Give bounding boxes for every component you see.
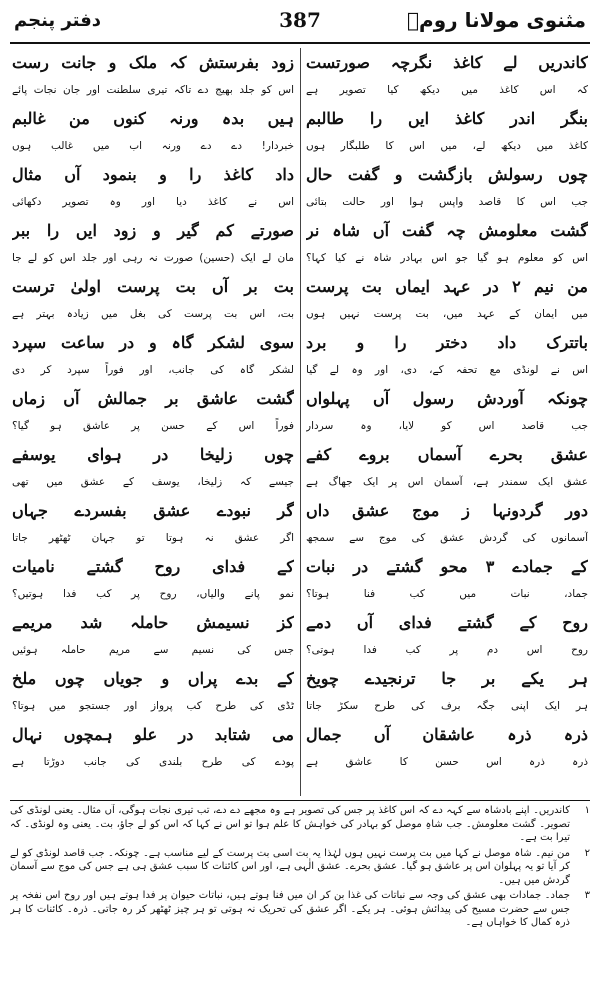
translation-line: اگر عشق نہ ہوتا تو جہان ٹھٹھر جاتا	[12, 531, 294, 544]
verse-line: باتترک داد دختر را و برد	[306, 332, 588, 352]
verse-line: عشق بحرے آسماں بروے کفے	[306, 444, 588, 464]
right-verse-column	[306, 48, 588, 796]
translation-line: اس نے کاغذ دیا اور وہ تصویر دکھائی	[12, 195, 294, 208]
verse-line: صورتے کم گیر و زود ایں را ببر	[12, 220, 294, 240]
verse-line: چونکہ آوردش رسول آں پہلواں	[306, 388, 588, 408]
translation-line: جس کی نسیم سے مریم حاملہ ہوئیں	[12, 643, 294, 656]
column-divider	[300, 48, 301, 796]
verse-line: ہر یکے بر جا ترنجیدے چویخ	[306, 668, 588, 688]
page-number: 387	[279, 8, 321, 32]
footnote-rule	[10, 800, 590, 801]
verse-line: داد کاغذ را و بنمود آں مثال	[12, 164, 294, 184]
verse-line: سوی لشکر گاہ و در ساعت سپرد	[12, 332, 294, 352]
translation-line: آسمانوں کی گردش عشق کی موج سے سمجھ	[306, 531, 588, 544]
left-verse-column	[12, 48, 294, 796]
translation-line: عشق ایک سمندر ہے، آسمان اس پر ایک جھاگ ہے	[306, 475, 588, 488]
translation-line: خبردار! دے دے ورنہ اب میں غالب ہوں	[12, 139, 294, 152]
verse-line: می شتابد در علو ہمچوں نہال	[12, 724, 294, 744]
translation-line: اس کو معلوم ہو گیا جو اس بہادر شاہ نے کیا کہا؟	[306, 251, 588, 264]
translation-line: جب قاصد اس کو لایا، وہ سردار	[306, 419, 588, 432]
book-title: مثنوی مولانا رومؒ	[407, 8, 586, 32]
translation-line: جیسے کہ زلیخا، یوسف کے عشق میں تھی	[12, 475, 294, 488]
footnote	[10, 889, 590, 930]
translation-line: اس نے لونڈی مع تحفہ کے، دی، اور وہ لے گیا	[306, 363, 588, 376]
translation-line: ہر ایک اپنی جگہ برف کی طرح سکڑ جاتا	[306, 699, 588, 712]
translation-line: کہ اس کاغذ میں دیکھ کیا تصویر ہے	[306, 83, 588, 96]
verse-line: روح کے گشتے فدای آں دمے	[306, 612, 588, 632]
footnote	[10, 847, 590, 888]
verse-line: کے فدای روح گشتے نامیات	[12, 556, 294, 576]
footnote-text: کاندریں۔ اپنے بادشاہ سے کہہ دے کہ اس کاغذ پر جس کی تصویر ہے وہ مجھے دے دے، تب تیری نجات ہوگی، آں مثال۔ یعنی لونڈی کی تصویر۔ گشت معلومش۔ جب شاہِ موصل کو بہادر کی خواہش کا علم ہوا تو اس نے کہا کہ اس کو لے جاؤ، بت۔ یعنی وہ لونڈی۔ کہ تیرا بت ہے۔	[10, 805, 570, 843]
footnotes-section	[10, 804, 590, 973]
translation-line: کاغذ میں دیکھ لے، میں اس کا طلبگار ہوں	[306, 139, 588, 152]
footnote-number: ۱	[584, 805, 590, 816]
verse-line: کز نسیمش حاملہ شد مریمے	[12, 612, 294, 632]
verse-line: دور گردونہا ز موج عشق داں	[306, 500, 588, 520]
translation-line: بت، اس بت پرست کی بغل میں زیادہ بہتر ہے	[12, 307, 294, 320]
verse-line: گشت عاشق بر جمالش آں زماں	[12, 388, 294, 408]
verse-line: زود بفرستش کہ ملک و جانت رست	[12, 52, 294, 72]
verse-line: گر نبودے عشق بفسردے جہاں	[12, 500, 294, 520]
translation-line: جب اس کا قاصد واپس ہوا اور حالت بتائی	[306, 195, 588, 208]
translation-line: جماد، نبات میں کب فنا ہوتا؟	[306, 587, 588, 600]
footnote-text: من نیم۔ شاہ موصل نے کہا میں بت پرست نہیں ہوں لہٰذا یہ بت اسی بت پرست کے لیے مناسب ہے۔ چونکہ۔ جب قاصد لونڈی کو لے کر آیا تو یہ پہلوان اس پر عاشق ہو گیا۔ عشق بحرے۔ عشق الٰہی ہے، اور اس کائنات کا سبب عشق ہی ہے جس کی موج سے آسمان گردش میں ہیں۔	[10, 847, 570, 886]
translation-line: ٹڈی کی طرح کب پرواز اور جستجو میں ہوتا؟	[12, 699, 294, 712]
translation-line: ذرہ ذرہ اس حسن کا عاشق ہے	[306, 755, 588, 768]
verse-line: کے جمادے ۳ محو گشتے در نبات	[306, 556, 588, 576]
translation-line: اس کو جلد بھیج دے تاکہ تیری سلطنت اور جان نجات پائے	[12, 83, 294, 96]
verse-line: گشت معلومش چہ گفت آں شاہ نر	[306, 220, 588, 240]
verse-line: بنگر اندر کاغذ ایں را طالبم	[306, 108, 588, 128]
verse-line: ہیں بدہ ورنہ کنوں من غالبم	[12, 108, 294, 128]
footnote	[10, 804, 590, 845]
translation-line: میں ایمان کے عہد میں، بت پرست نہیں ہوں	[306, 307, 588, 320]
footnote-number: ۳	[584, 890, 590, 901]
footnote-text: جماد۔ جمادات بھی عشق کی وجہ سے نباتات کی غذا بن کر ان میں فنا ہوتے ہیں، نباتات حیوان پر فدا ہوتے ہیں اور روح اس نفخہ پر جس سے حضرت مسیح کی پیدائش ہوئی۔ ہر یکے۔ اگر عشق کی تحریک نہ ہوتی تو ہر چیز ٹھٹھر کر رہ جاتی۔ ذرہ۔ کائنات کا ہر ذرہ کمال کا خواہاں ہے۔	[10, 890, 570, 928]
verse-line: چوں رسولش بازگشت و گفت حال	[306, 164, 588, 184]
translation-line: فوراً اس کے حسن پر عاشق ہو گیا؟	[12, 419, 294, 432]
translation-line: نمو پانے والیاں، روح پر کب فدا ہوتیں؟	[12, 587, 294, 600]
verse-line: ذرہ ذرہ عاشقان آں جمال	[306, 724, 588, 744]
translation-line: لشکر گاہ کی جانب، اور فوراً سپرد کر دی	[12, 363, 294, 376]
translation-line: پودے کی طرح بلندی کی جانب دوڑتا ہے	[12, 755, 294, 768]
verse-line: بت بر آں بت پرست اولیٰ ترست	[12, 276, 294, 296]
verse-line: چوں زلیخا در ہوای یوسفے	[12, 444, 294, 464]
translation-line: مان لے ایک (حسین) صورت نہ رہی اور جلد اس کو لے جا	[12, 251, 294, 264]
translation-line: روح اس دم پر کب فدا ہوتی؟	[306, 643, 588, 656]
volume-title: دفتر پنجم	[14, 10, 102, 31]
verse-line: کاندریں لے کاغذ نگرچہ صورتست	[306, 52, 588, 72]
verse-line: من نیم ۲ در عہد ایماں بت پرست	[306, 276, 588, 296]
page-header	[0, 0, 600, 42]
header-rule	[10, 42, 590, 44]
verse-line: کے بدے پراں و جویاں چوں ملخ	[12, 668, 294, 688]
footnote-number: ۲	[584, 847, 590, 859]
